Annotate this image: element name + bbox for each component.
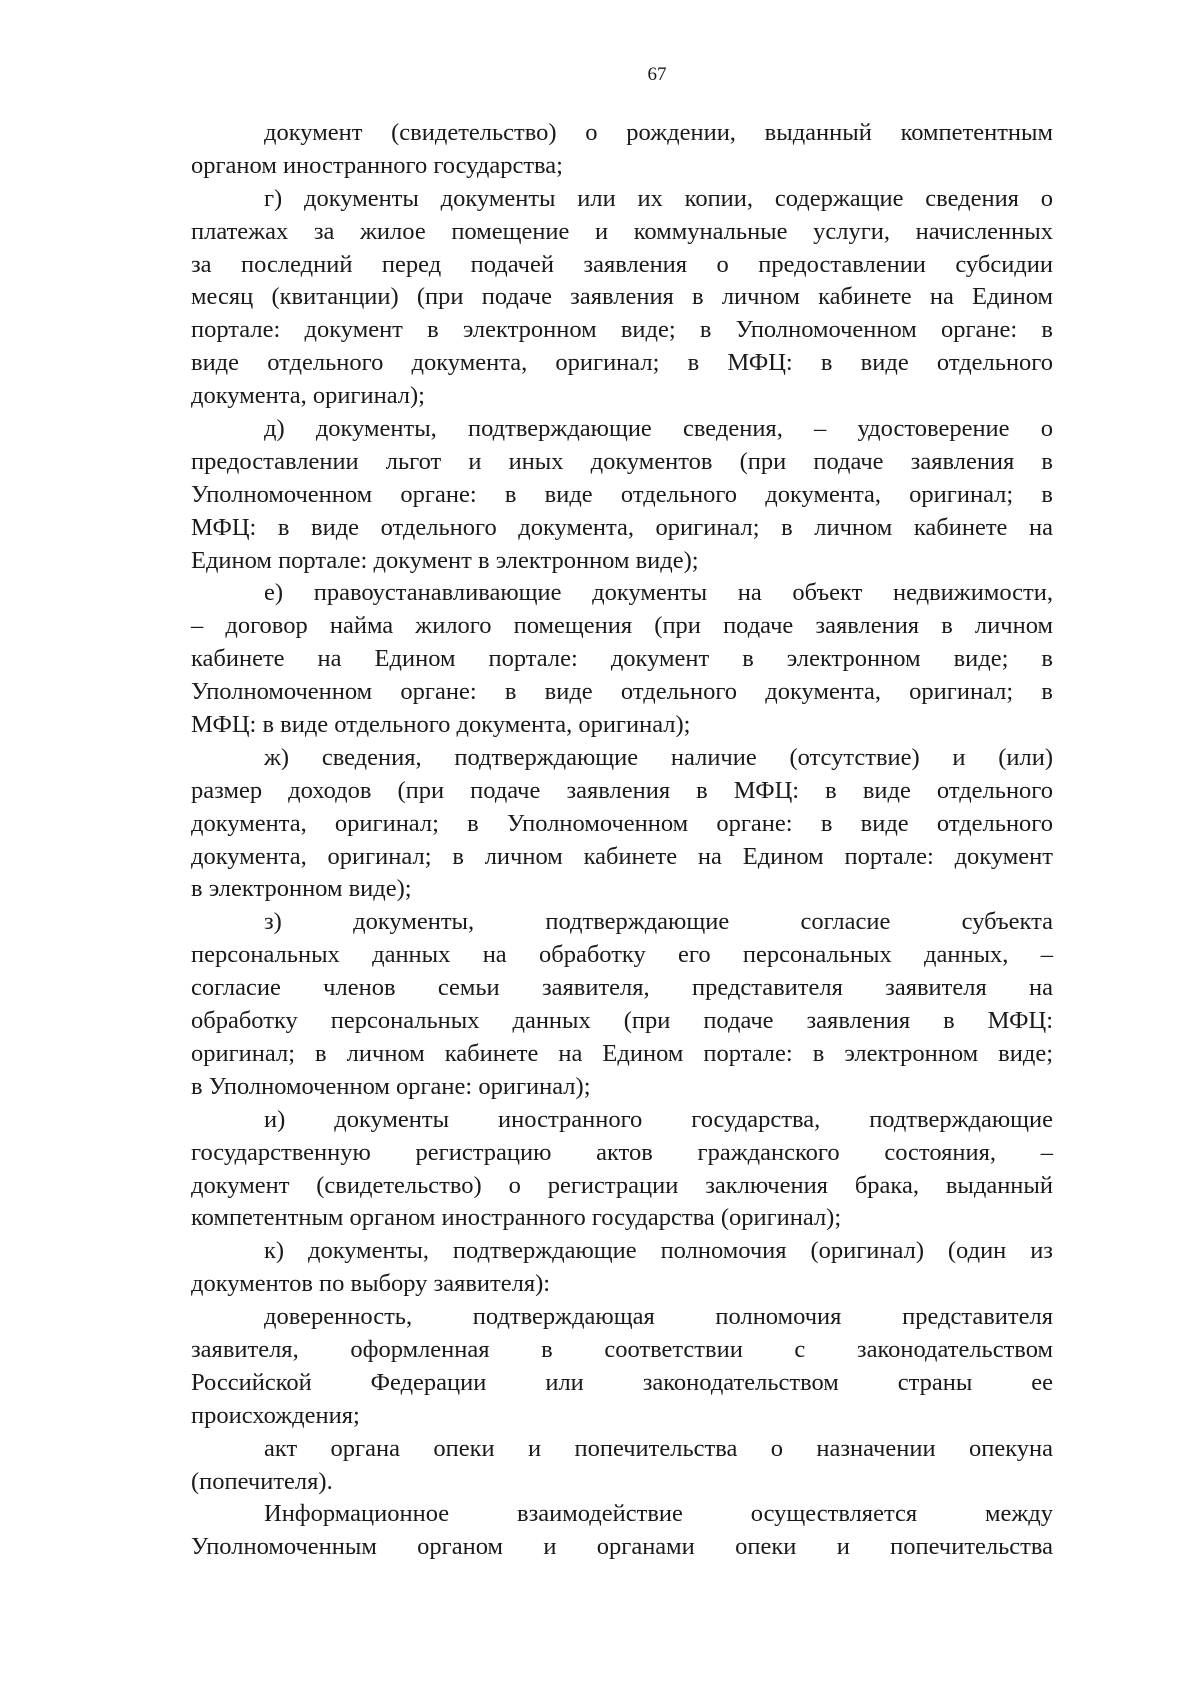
text-line: Уполномоченным органом и органами опеки и попечительства [191,1533,1053,1561]
paragraph [191,1235,1053,1301]
text-line: акт органа опеки и попечительства о назначении опекуна [264,1434,1053,1462]
text-line: предоставлении льгот и иных документов (при подаче заявления в [191,447,1053,475]
text-line: з) документы, подтверждающие согласие субъекта [264,908,1053,936]
text-line: в электронном виде); [191,875,412,903]
paragraph [191,413,1053,577]
text-line: размер доходов (при подаче заявления в МФЦ: в виде отдельного [191,776,1053,804]
paragraph [191,183,1053,413]
paragraph [191,742,1053,906]
text-line: е) правоустанавливающие документы на объект недвижимости, [264,579,1053,607]
paragraph [191,906,1053,1103]
text-line: органом иностранного государства; [191,151,563,179]
text-line: г) документы документы или их копии, содержащие сведения о [264,184,1053,212]
text-line: месяц (квитанции) (при подаче заявления в личном кабинете на Едином [191,283,1053,311]
text-line: МФЦ: в виде отдельного документа, оригинал; в личном кабинете на [191,513,1053,541]
text-line: МФЦ: в виде отдельного документа, оригинал); [191,711,691,739]
paragraph [191,1433,1053,1499]
text-line: платежах за жилое помещение и коммунальные услуги, начисленных [191,217,1053,245]
text-line: Уполномоченном органе: в виде отдельного документа, оригинал; в [191,480,1053,508]
text-line: ж) сведения, подтверждающие наличие (отсутствие) и (или) [264,743,1053,771]
text-line: за последний перед подачей заявления о предоставлении субсидии [191,250,1053,278]
text-line: и) документы иностранного государства, подтверждающие [264,1105,1053,1133]
text-line: портале: документ в электронном виде; в Уполномоченном органе: в [191,316,1053,344]
text-line: к) документы, подтверждающие полномочия (оригинал) (один из [264,1237,1053,1265]
text-line: документа, оригинал; в личном кабинете на Едином портале: документ [191,842,1053,870]
text-line: персональных данных на обработку его персональных данных, – [191,941,1053,969]
text-line: (попечителя). [191,1467,333,1495]
text-line: в Уполномоченном органе: оригинал); [191,1072,591,1100]
text-line: государственную регистрацию актов гражданского состояния, – [191,1138,1053,1166]
text-line: происхождения; [191,1401,360,1429]
text-line: Едином портале: документ в электронном виде); [191,546,699,574]
text-line: документов по выбору заявителя): [191,1270,551,1298]
text-line: доверенность, подтверждающая полномочия представителя [264,1303,1053,1331]
paragraph [191,1498,1053,1564]
text-line: компетентным органом иностранного государства (оригинал); [191,1204,842,1232]
text-line: – договор найма жилого помещения (при подаче заявления в личном [191,612,1053,640]
text-line: согласие членов семьи заявителя, представителя заявителя на [191,974,1053,1002]
text-line: д) документы, подтверждающие сведения, – удостоверение о [264,415,1053,443]
page-number: 67 [647,64,667,85]
text-line: документа, оригинал); [191,382,425,410]
paragraph [191,577,1053,741]
text-line: документ (свидетельство) о рождении, выданный компетентным [264,119,1053,146]
text-line: заявителя, оформленная в соответствии с законодательством [191,1335,1053,1363]
text-line: документ (свидетельство) о регистрации заключения брака, выданный [191,1171,1053,1199]
text-line: Уполномоченном органе: в виде отдельного документа, оригинал; в [191,678,1053,706]
text-line: кабинете на Едином портале: документ в электронном виде; в [191,645,1053,673]
paragraph [191,1301,1053,1433]
text-line: Информационное взаимодействие осуществляется между [264,1500,1053,1528]
text-line: виде отдельного документа, оригинал; в МФЦ: в виде отдельного [191,349,1053,377]
text-line: Российской Федерации или законодательством страны ее [191,1368,1053,1396]
text-line: документа, оригинал; в Уполномоченном органе: в виде отдельного [191,809,1053,837]
paragraph [191,1104,1053,1236]
text-line: оригинал; в личном кабинете на Едином портале: в электронном виде; [191,1039,1053,1067]
paragraph [191,117,1053,183]
document-body [191,117,1053,1564]
text-line: обработку персональных данных (при подаче заявления в МФЦ: [191,1007,1053,1035]
